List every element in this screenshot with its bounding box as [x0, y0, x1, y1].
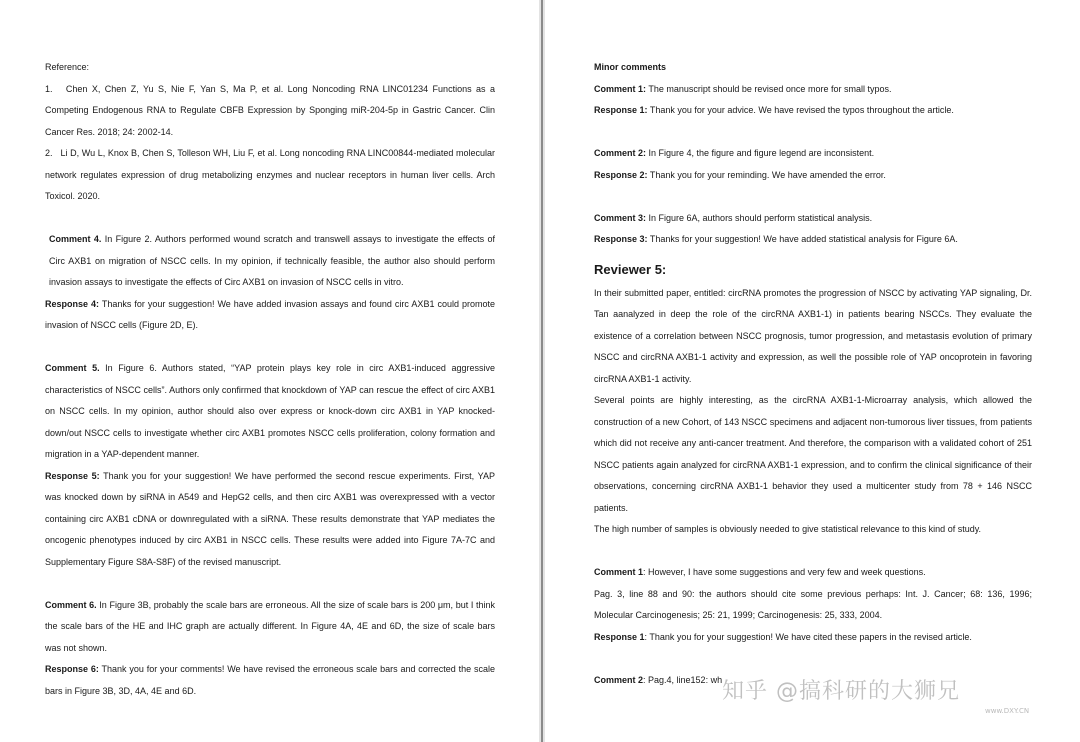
minor-comment-3-text: In Figure 6A, authors should perform statistical analysis.	[646, 212, 873, 223]
reviewer-comment-2-text: : Pag.4, line152: wh	[643, 674, 723, 685]
minor-comment-2	[594, 143, 1032, 165]
minor-comment-2-label: Comment 2:	[594, 148, 647, 158]
reviewer-5-heading: Reviewer 5:	[594, 261, 667, 277]
minor-comments-heading	[594, 57, 1032, 79]
comment-4	[45, 229, 495, 294]
minor-response-2-label: Response 2:	[594, 169, 648, 180]
comment-5-label: Comment 5.	[45, 363, 100, 373]
minor-response-1-text: Thank you for your advice. We have revised the typos throughout the article.	[647, 105, 954, 115]
reviewer-response-1	[594, 627, 1032, 649]
minor-response-1-label: Response 1:	[594, 105, 648, 115]
reviewer-comment-1-text: : However, I have some suggestions and very few and week questions.	[643, 567, 926, 577]
response-4-text: Thanks for your suggestion! We have added invasion assays and found circ AXB1 could promote invasion of NSCC cells (Figure 2D, E).	[45, 298, 495, 330]
reviewer-comment-1-detail: Pag. 3, line 88 and 90: the authors should cite some previous perhaps: Int. J. Cancer; 68: 136, 1996; Molecular Carcinogenesis; 25: 21, 1999; Carcinogenesis: 25, 333, 2004.	[594, 588, 1032, 620]
response-5-label: Response 5:	[45, 470, 100, 481]
response-4	[45, 294, 495, 337]
response-6	[45, 659, 495, 702]
comment-6	[45, 595, 495, 660]
minor-comment-3-label: Comment 3:	[594, 212, 647, 223]
comment-5	[45, 358, 495, 466]
right-page	[545, 0, 1080, 742]
reference-item-2: 2. Li D, Wu L, Knox B, Chen S, Tolleson WH, Liu F, et al. Long noncoding RNA LINC00844-mediated molecular network regulates expression of drug metabolizing enzymes and nuclear receptors in human liver cells. Arch Toxicol. 2020.	[45, 148, 495, 201]
reviewer-paragraph-1: In their submitted paper, entitled: circRNA promotes the progression of NSCC by activating YAP signaling, Dr. Tan aanalyzed in deep the role of the circRNA AXB1-1) in patients bearing NSCCs. They evaluate the existence of a correlation between NSCC prognosis, tumor progression, and metastasis evolution of primary NSCC and circRNA AXB1-1 activity and expression, as well the possible role of YAP oncoprotein in favoring circRNA AXB1-1 activity.	[594, 287, 1032, 384]
response-6-text: Thank you for your comments! We have revised the erroneous scale bars and corrected the scale bars in Figure 3B, 3D, 4A, 4E and 6D.	[45, 664, 495, 696]
left-page	[0, 0, 539, 742]
minor-response-3-label: Response 3:	[594, 234, 648, 244]
minor-comment-1-text: The manuscript should be revised once more for small typos.	[646, 83, 892, 94]
watermark-subtext: www.DXY.CN	[985, 707, 1030, 715]
comment-5-text: In Figure 6. Authors stated, “YAP protein plays key role in circ AXB1-induced aggressive characteristics of NSCC cells”. Authors only confirmed that knockdown of YAP can rescue the effect of circ AXB1 on NSCC cells. In my opinion, author should also over express or knock-down circ AXB1 in YAP knocked-down/out NSCC cells to investigate whether circ AXB1 promotes NSCC cells proliferation, colony formation and migration in a YAP-dependent manner.	[45, 363, 495, 459]
reference-item-1: 1. Chen X, Chen Z, Yu S, Nie F, Yan S, Ma P, et al. Long Noncoding RNA LINC01234 Functions as a Competing Endogenous RNA to Regulate CBFB Expression by Sponging miR-204-5p in Gastric Cancer. Clin Cancer Res. 2018; 24: 2002-14.	[45, 83, 495, 137]
reference-heading: Reference:	[45, 62, 90, 72]
minor-comments-heading-text: Minor comments	[594, 62, 667, 72]
comment-4-label: Comment 4.	[49, 234, 102, 244]
minor-response-3-text: Thanks for your suggestion! We have added statistical analysis for Figure 6A.	[647, 234, 958, 244]
minor-comment-2-text: In Figure 4, the figure and figure legend are inconsistent.	[646, 148, 875, 158]
reviewer-comment-1-label: Comment 1	[594, 567, 644, 577]
response-6-label: Response 6:	[45, 664, 99, 674]
minor-comment-3	[594, 208, 1032, 230]
response-5	[45, 466, 495, 574]
response-4-label: Response 4:	[45, 298, 100, 309]
reviewer-paragraph-2: Several points are highly interesting, as the circRNA AXB1-1-Microarray analysis, which allowed the construction of a new Cohort, of 143 NSCC specimens and adjacent non-tumorous liver tissues, from patients which did not receive any anti-cancer treatment. And therefore, the comparison with a validated cohort of 251 NSCC patients again analyzed for circRNA AXB1-1 expression, and to confirm the clinical significance of their observations, concerning circRNA AXB1-1 behavior they used a multicenter study from 78 + 146 NSCC patients.	[594, 395, 1032, 513]
comment-6-text: In Figure 3B, probably the scale bars are erroneous. All the size of scale bars is 200 μm, but I think the scale bars of the HE and IHC graph are actually different. In Figure 4A, 4E and 6D, the size of scale bars was not shown.	[45, 599, 495, 653]
minor-response-2-text: Thank you for your reminding. We have amended the error.	[647, 169, 886, 180]
reviewer-comment-2-label: Comment 2	[594, 674, 644, 685]
minor-comment-1	[594, 79, 1032, 101]
comment-4-text: In Figure 2. Authors performed wound scratch and transwell assays to investigate the effects of Circ AXB1 on migration of NSCC cells. In my opinion, if technically feasible, the author also should perform invasion assays to investigate the effects of Circ AXB1 on invasion of NSCC cells in vitro.	[49, 234, 495, 287]
reviewer-response-1-label: Response 1	[594, 631, 645, 642]
watermark-text: 知乎 @搞科研的大狮兄	[722, 679, 960, 704]
minor-comment-1-label: Comment 1:	[594, 83, 647, 94]
reviewer-paragraph-3: The high number of samples is obviously needed to give statistical relevance to this kind of study.	[594, 524, 982, 534]
minor-response-1	[594, 100, 1032, 122]
comment-6-label: Comment 6.	[45, 599, 97, 610]
reviewer-comment-1	[594, 562, 1032, 584]
minor-response-2	[594, 165, 1032, 187]
response-5-text: Thank you for your suggestion! We have performed the second rescue experiments. First, YAP was knocked down by siRNA in A549 and HepG2 cells, and then circ AXB1 was overexpressed with a vector containing circ AXB1 cDNA or downregulated with a siRNA. These results demonstrate that YAP mediates the oncogenic phenotypes induced by circ AXB1 in NSCC cells. These results were added into Figure 7A-7C and Supplementary Figure S8A-S8F) of the revised manuscript.	[45, 470, 495, 567]
minor-response-3	[594, 229, 1032, 251]
reviewer-response-1-text: : Thank you for your suggestion! We have cited these papers in the revised article.	[644, 631, 972, 642]
